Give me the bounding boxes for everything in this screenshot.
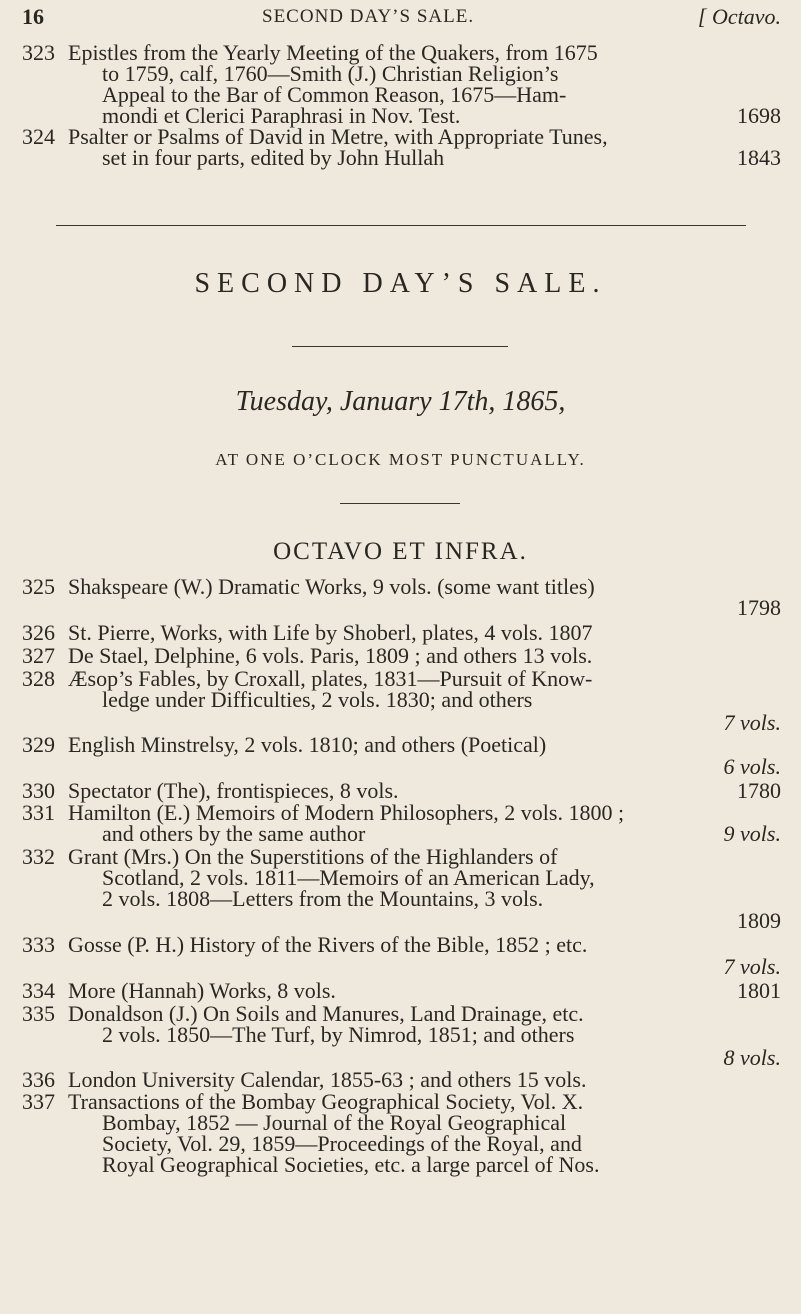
lot-number: 331	[22, 800, 55, 825]
lot-line: 2 vols. 1850—The Turf, by Nimrod, 1851; and others	[102, 1022, 575, 1047]
lot-line: Spectator (The), frontispieces, 8 vols.	[68, 778, 399, 803]
lot-line: 2 vols. 1808—Letters from the Mountains, 3 vols.	[102, 886, 544, 911]
lot-number: 337	[22, 1089, 55, 1114]
lot-line: and others by the same author	[102, 821, 366, 846]
lot-line: mondi et Clerici Paraphrasi in Nov. Test.	[102, 103, 461, 128]
lot-line: Gosse (P. H.) History of the Rivers of the Bible, 1852 ; etc.	[68, 932, 588, 957]
running-title: SECOND DAY’S SALE.	[262, 6, 475, 27]
format-label: [ Octavo.	[697, 4, 781, 29]
lot-line: Æsop’s Fables, by Croxall, plates, 1831—Pursuit of Know-	[68, 666, 593, 691]
lot-line: Appeal to the Bar of Common Reason, 1675—Ham-	[102, 82, 567, 107]
lot-line: to 1759, calf, 1760—Smith (J.) Christian Religion’s	[102, 61, 559, 86]
lot-date: 1843	[737, 145, 781, 170]
lot-number: 327	[22, 643, 55, 668]
lot-number: 326	[22, 620, 55, 645]
lot-line: ledge under Difficulties, 2 vols. 1830; and others	[102, 687, 533, 712]
section-title: SECOND DAY’S SALE.	[194, 268, 607, 299]
lot-number: 335	[22, 1001, 55, 1026]
lot-line: Royal Geographical Societies, etc. a large parcel of Nos.	[102, 1152, 600, 1177]
lot-date: 1801	[737, 978, 781, 1003]
lot-line: Hamilton (E.) Memoirs of Modern Philosophers, 2 vols. 1800 ;	[68, 800, 625, 825]
lot-number: 333	[22, 932, 55, 957]
lot-number: 330	[22, 778, 55, 803]
lot-date: 9 vols.	[723, 821, 781, 846]
lot-number: 332	[22, 844, 55, 869]
lot-line: Society, Vol. 29, 1859—Proceedings of the Royal, and	[102, 1131, 582, 1156]
subheading-rule	[340, 503, 460, 504]
sale-date: Tuesday, January 17th, 1865,	[235, 386, 566, 417]
lot-line: English Minstrelsy, 2 vols. 1810; and others (Poetical)	[68, 732, 547, 757]
lot-line: Scotland, 2 vols. 1811—Memoirs of an American Lady,	[102, 865, 595, 890]
lot-number: 328	[22, 666, 55, 691]
lot-tail: 7 vols.	[723, 710, 781, 735]
lot-number: 334	[22, 978, 55, 1003]
sale-time: AT ONE O’CLOCK MOST PUNCTUALLY.	[215, 450, 586, 469]
lot-number: 336	[22, 1067, 55, 1092]
lot-number: 324	[22, 124, 55, 149]
page-number: 16	[22, 4, 44, 29]
lot-line: Psalter or Psalms of David in Metre, with Appropriate Tunes,	[68, 124, 608, 149]
lot-number: 325	[22, 574, 55, 599]
lot-date: 1698	[737, 103, 781, 128]
lot-line: More (Hannah) Works, 8 vols.	[68, 978, 336, 1003]
lot-line: St. Pierre, Works, with Life by Shoberl, plates, 4 vols. 1807	[68, 620, 593, 645]
lot-line: Shakspeare (W.) Dramatic Works, 9 vols. (some want titles)	[68, 574, 595, 599]
lot-tail: 8 vols.	[723, 1045, 781, 1070]
lot-line: London University Calendar, 1855-63 ; and others 15 vols.	[68, 1067, 587, 1092]
lot-line: Transactions of the Bombay Geographical Society, Vol. X.	[68, 1089, 584, 1114]
lot-number: 323	[22, 40, 55, 65]
lot-line: Donaldson (J.) On Soils and Manures, Land Drainage, etc.	[68, 1001, 584, 1026]
lot-tail: 1809	[737, 908, 781, 933]
page-header	[0, 4, 801, 38]
lot-tail: 7 vols.	[723, 954, 781, 979]
lot-line: De Stael, Delphine, 6 vols. Paris, 1809 ; and others 13 vols.	[68, 643, 593, 668]
lot-date: 1780	[737, 778, 781, 803]
lot-line: Epistles from the Yearly Meeting of the Quakers, from 1675	[68, 40, 598, 65]
lot-line: set in four parts, edited by John Hullah	[102, 145, 445, 170]
lot-line: Grant (Mrs.) On the Superstitions of the Highlanders of	[68, 844, 558, 869]
lot-tail: 6 vols.	[723, 754, 781, 779]
title-rule	[292, 346, 508, 347]
section-rule	[56, 225, 746, 226]
lot-number: 329	[22, 732, 55, 757]
lot-line: Bombay, 1852 — Journal of the Royal Geographical	[102, 1110, 567, 1135]
section-subheading: OCTAVO ET INFRA.	[273, 538, 528, 565]
lot-tail: 1798	[737, 595, 781, 620]
